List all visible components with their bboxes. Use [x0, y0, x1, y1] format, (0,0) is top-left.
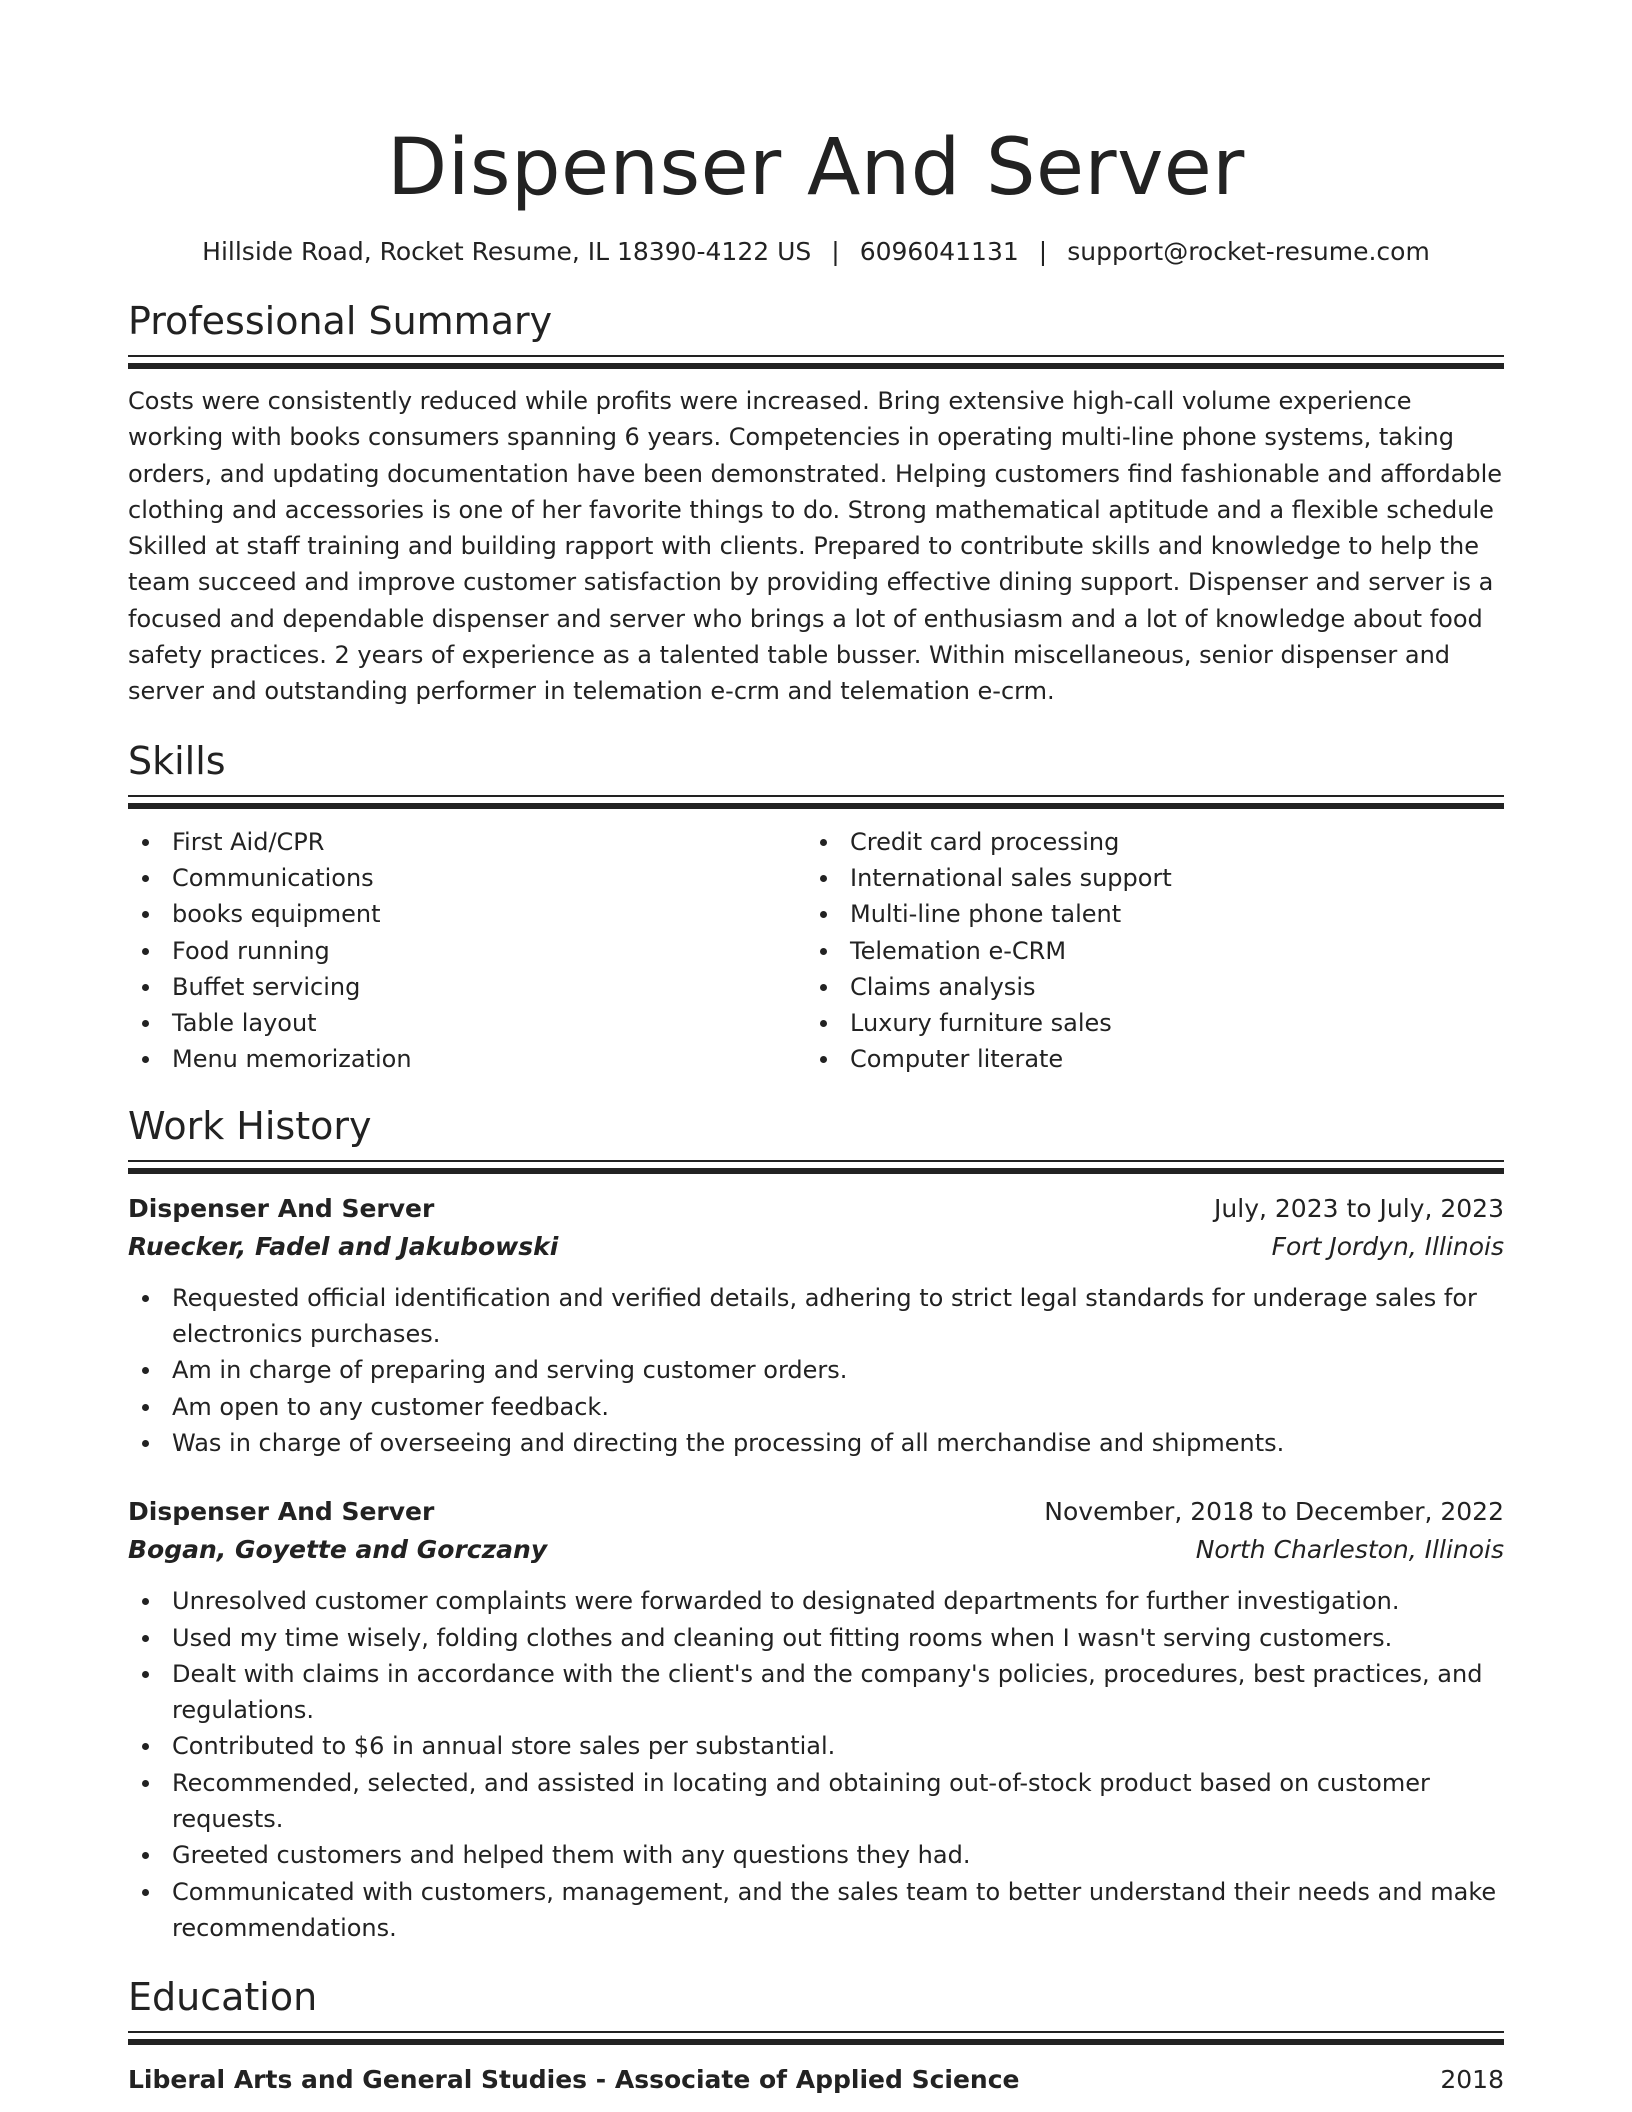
skills-columns — [128, 824, 1504, 1078]
skill-item: First Aid/CPR — [128, 824, 806, 860]
job-duty: Used my time wisely, folding clothes and cleaning out fitting rooms when I wasn't serving customers. — [128, 1620, 1504, 1656]
job-header — [128, 1493, 1504, 1531]
section-title-work-history: Work History — [128, 1103, 372, 1148]
job-header — [128, 1190, 1504, 1228]
skill-item: Telemation e-CRM — [806, 933, 1484, 969]
job-duty: Contributed to $6 in annual store sales per substantial. — [128, 1728, 1504, 1764]
job-duty: Am in charge of preparing and serving customer orders. — [128, 1352, 1504, 1388]
section-title-summary: Professional Summary — [128, 299, 553, 343]
contact-line — [128, 236, 1504, 268]
job-dates: November, 2018 to December, 2022 — [1044, 1497, 1504, 1527]
job-entry — [128, 1493, 1504, 1946]
job-location: Fort Jordyn, Illinois — [1271, 1231, 1504, 1261]
section-divider — [128, 2031, 1504, 2045]
education-degree: Liberal Arts and General Studies - Associate of Applied Science — [128, 2065, 1020, 2095]
job-duty: Was in charge of overseeing and directing the processing of all merchandise and shipments. — [128, 1425, 1504, 1461]
skill-item: Claims analysis — [806, 969, 1484, 1005]
job-duty: Unresolved customer complaints were forwarded to designated departments for further investigation. — [128, 1583, 1504, 1619]
skill-item: Credit card processing — [806, 824, 1484, 860]
contact-separator: | — [831, 237, 840, 266]
contact-email: support@rocket-resume.com — [1067, 237, 1430, 266]
professional-summary-section — [128, 298, 1504, 710]
candidate-name: Dispenser And Server — [387, 123, 1245, 213]
resume-page — [128, 0, 1504, 2099]
job-title: Dispenser And Server — [128, 1193, 435, 1223]
job-location: North Charleston, Illinois — [1195, 1535, 1504, 1565]
skill-item: Food running — [128, 933, 806, 969]
job-duty: Dealt with claims in accordance with the client's and the company's policies, procedures, best practices, and regulations. — [128, 1656, 1504, 1729]
skill-item: International sales support — [806, 860, 1484, 896]
skill-item: Menu memorization — [128, 1041, 806, 1077]
section-title-skills: Skills — [128, 738, 226, 783]
skill-item: books equipment — [128, 896, 806, 932]
skill-item: Computer literate — [806, 1041, 1484, 1077]
skill-item: Luxury furniture sales — [806, 1005, 1484, 1041]
contact-separator: | — [1038, 237, 1048, 266]
job-duty: Greeted customers and helped them with any questions they had. — [128, 1837, 1504, 1873]
job-duty: Requested official identification and verified details, adhering to strict legal standards for underage sales for electronics purchases. — [128, 1280, 1504, 1353]
job-duty: Am open to any customer feedback. — [128, 1389, 1504, 1425]
education-year: 2018 — [1440, 2065, 1504, 2095]
skill-item: Communications — [128, 860, 806, 896]
contact-phone: 6096041131 — [859, 237, 1019, 266]
job-subheader — [128, 1531, 1504, 1569]
skill-item: Multi-line phone talent — [806, 896, 1484, 932]
contact-address: Hillside Road, Rocket Resume, IL 18390-4122 US — [202, 237, 812, 266]
section-divider — [128, 795, 1504, 809]
job-company: Ruecker, Fadel and Jakubowski — [128, 1231, 559, 1261]
skills-section — [128, 738, 1504, 1078]
section-divider — [128, 1160, 1504, 1174]
skill-item: Table layout — [128, 1005, 806, 1041]
job-title: Dispenser And Server — [128, 1497, 435, 1527]
section-title-education: Education — [128, 1975, 318, 2020]
work-history-section — [128, 1103, 1504, 1946]
job-entry — [128, 1190, 1504, 1461]
skill-item: Buffet servicing — [128, 969, 806, 1005]
job-duties — [128, 1583, 1504, 1946]
skills-list-right — [806, 824, 1484, 1078]
summary-text: Costs were consistently reduced while profits were increased. Bring extensive high-call volume experience working with books consumers spanning 6 years. Competencies in operating multi-line phone systems, taking orders, and updating documentation have been demonstrated. Helping customers find fashionable and affordable clothing and accessories is one of her favorite things to do. Strong mathematical aptitude and a flexible schedule Skilled at staff training and building rapport with clients. Prepared to contribute skills and knowledge to help the team succeed and improve customer satisfaction by providing effective dining support. Dispenser and server is a focused and dependable dispenser and server who brings a lot of enthusiasm and a lot of knowledge about food safety practices. 2 years of experience as a talented table busser. Within miscellaneous, senior dispenser and server and outstanding performer in telemation e-crm and telemation e-crm. — [128, 387, 1503, 706]
education-header — [128, 2061, 1504, 2099]
job-duty: Communicated with customers, management, and the sales team to better understand their needs and make recommendations. — [128, 1874, 1504, 1947]
job-dates: July, 2023 to July, 2023 — [1214, 1193, 1504, 1223]
section-divider — [128, 355, 1504, 369]
job-duty: Recommended, selected, and assisted in locating and obtaining out-of-stock product based on customer requests. — [128, 1765, 1504, 1838]
skills-list-left — [128, 824, 806, 1078]
education-section — [128, 1974, 1504, 2099]
job-subheader — [128, 1228, 1504, 1266]
job-company: Bogan, Goyette and Gorczany — [128, 1535, 548, 1565]
job-duties — [128, 1280, 1504, 1461]
